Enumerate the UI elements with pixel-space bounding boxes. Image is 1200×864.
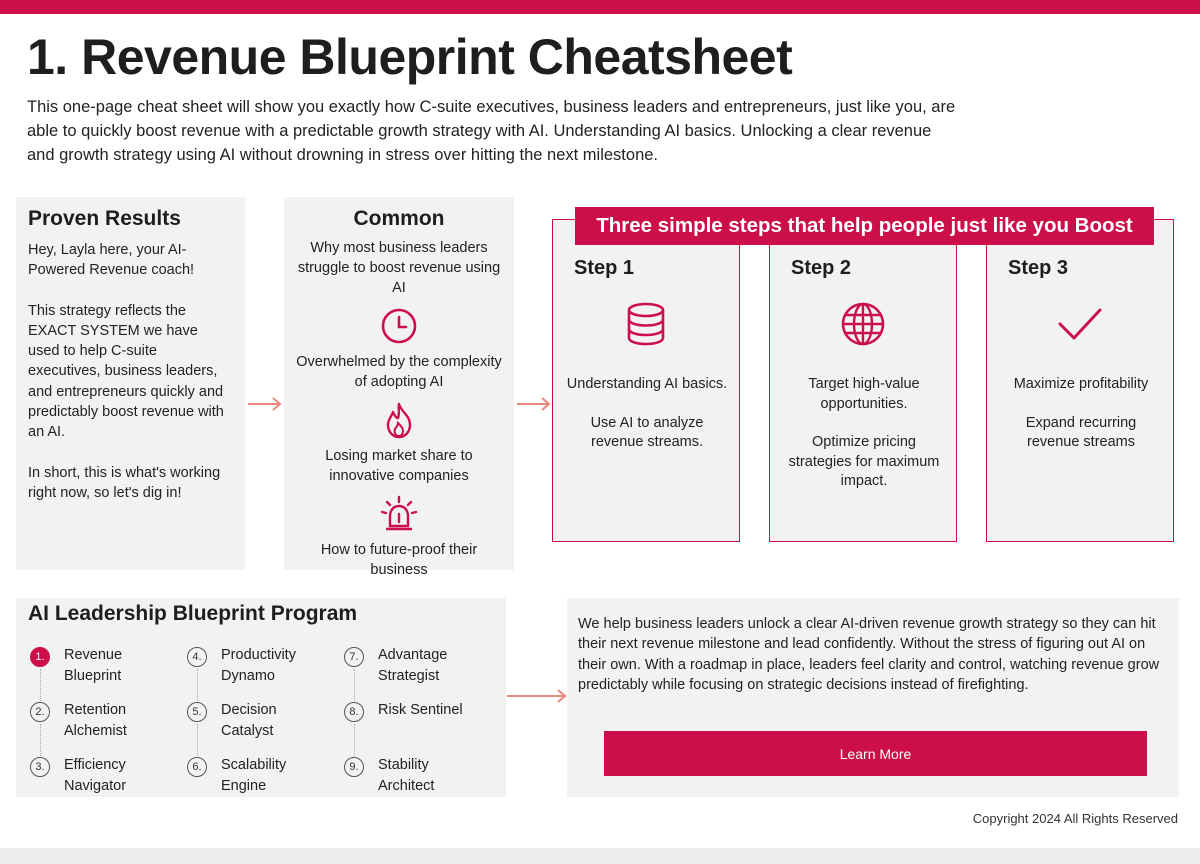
step-card-2 [769,219,957,542]
progress-connector [354,669,355,701]
program-item-label: Retention Alchemist [64,702,127,739]
common-item: Losing market share to innovative companies [325,448,473,484]
step-number: 2. [30,702,50,722]
progress-connector [40,724,41,756]
step-label: Step 2 [791,257,852,279]
common-subtitle: Why most business leaders struggle to boost revenue using AI [297,240,501,296]
page-bottom-edge [0,848,1200,864]
clock-icon [379,306,419,346]
step-label: Step 1 [574,257,635,279]
proven-results-card [16,197,245,570]
program-item-label: Productivity Dynamo [221,647,296,684]
program-card [16,598,506,797]
program-item-label: Scalability Engine [221,757,287,794]
progress-connector [354,724,355,756]
arrow-right-icon [247,396,283,412]
step-number: 1. [30,647,50,667]
step-number: 7. [344,647,364,667]
progress-connector [197,669,198,701]
common-problems-card [284,197,514,578]
step-number: 8. [344,702,364,722]
step-card-3 [986,219,1174,542]
step-text: Maximize profitability [1013,376,1149,392]
arrow-right-icon [516,396,552,412]
progress-connector [40,669,41,701]
program-item-label: Decision Catalyst [221,702,277,739]
arrow-right-icon [506,688,568,704]
program-heading: AI Leadership Blueprint Program [28,602,358,625]
step-number: 5. [187,702,207,722]
value-proposition-text: We help business leaders unlock a clear AI-driven revenue growth strategy so they can hit their next revenue milestone and lead confidently. Without the stress of figuring out AI on their own. With a roadmap in place, leaders feel clarity and control, watching revenue grow predictably while focusing on strategic decisions instead of firefighting. [578,616,1160,693]
step-number: 4. [187,647,207,667]
step-text: Target high-value opportunities. [808,376,920,412]
alarm-light-icon [379,494,419,534]
page-title: 1. Revenue Blueprint Cheatsheet [27,29,793,85]
step-text: Optimize pricing strategies for maximum impact. [788,434,940,489]
common-item: Overwhelmed by the complexity of adopting AI [296,354,502,390]
intro-paragraph: This one-page cheat sheet will show you exactly how C-suite executives, business leaders and entrepreneurs, just like you, are able to quickly boost revenue with a predictable growth strategy with AI. Understanding AI basics. Unlocking a clear revenue and growth strategy using AI without drowning in stress over hitting the next milestone. [27,98,956,164]
step-text: Understanding AI basics. [566,376,728,392]
value-proposition-card [567,598,1179,797]
proven-paragraph: In short, this is what's working right now, so let's dig in! [28,464,221,501]
top-accent-bar [0,0,1200,14]
checkmark-icon [1057,301,1103,347]
common-heading: Common [353,207,445,230]
step-label: Step 3 [1008,257,1069,279]
program-item-label: Advantage Strategist [378,647,448,684]
proven-results-heading: Proven Results [28,207,181,230]
common-item: How to future-proof their business [320,542,478,578]
program-item-label: Efficiency Navigator [64,757,127,794]
program-item-label: Risk Sentinel [378,702,463,718]
database-icon [623,301,669,347]
step-number: 9. [344,757,364,777]
learn-more-button[interactable]: Learn More [604,731,1147,776]
globe-icon [840,301,886,347]
step-number: 3. [30,757,50,777]
progress-connector [197,724,198,756]
flame-icon [379,400,419,440]
proven-paragraph: This strategy reflects the EXACT SYSTEM we have used to help C-suite executives, business leaders, and entrepreneurs quickly and predictably boost revenue with an AI. [28,302,224,441]
steps-banner: Three simple steps that help people just like you Boost [575,207,1154,245]
program-item-label: Stability Architect [378,757,435,794]
step-number: 6. [187,757,207,777]
step-text: Expand recurring revenue streams [1025,414,1137,450]
copyright-text: Copyright 2024 All Rights Reserved [972,811,1178,826]
step-text: Use AI to analyze revenue streams. [590,414,704,450]
program-item-label: Revenue Blueprint [64,647,123,684]
step-card-1 [552,219,740,542]
proven-paragraph: Hey, Layla here, your AI-Powered Revenue coach! [28,242,195,279]
